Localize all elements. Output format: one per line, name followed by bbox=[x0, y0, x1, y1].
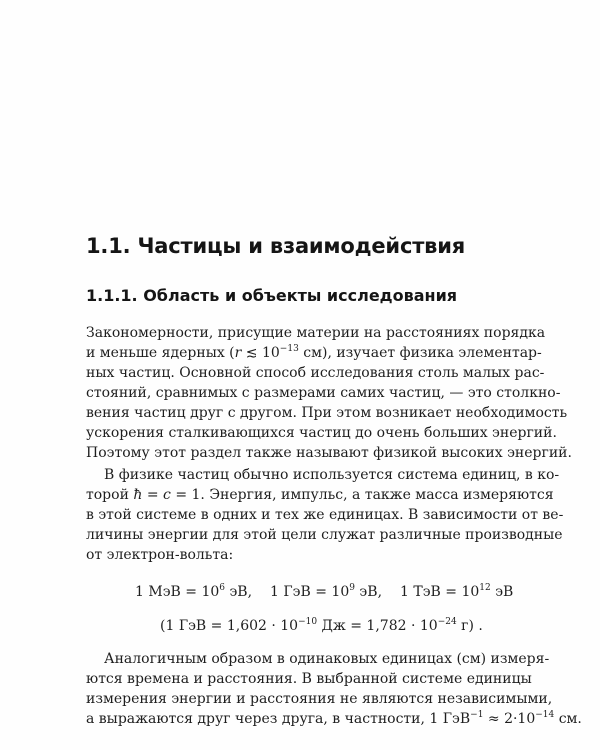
section-heading: 1.1. Частицы и взаимодействия bbox=[86, 234, 466, 258]
text-line: от электрон-вольта: bbox=[86, 547, 234, 563]
text-line: Поэтому этот раздел также называют физикой высоких энергий. bbox=[86, 445, 572, 461]
text-line: Закономерности, присущие материи на расстояниях порядка bbox=[86, 325, 546, 341]
formula-gev-conversion: (1 ГэВ = $1,602 \cdot 10^{-10}$ Дж = $1,782 \cdot 10^{-24}$ г) . bbox=[160, 617, 483, 634]
formula-energy-units: 1 МэВ = $10^6$ эВ, 1 ГэВ = $10^9$ эВ, 1 ТэВ = $10^{12}$ эВ bbox=[135, 583, 514, 600]
text-line: стояний, сравнимых с размерами самих частиц, — это столкно- bbox=[86, 385, 561, 401]
text-line: В физике частиц обычно используется система единиц, в ко- bbox=[104, 467, 560, 483]
text-line: ускорения сталкивающихся частиц до очень больших энергий. bbox=[86, 425, 557, 441]
subsection-heading: 1.1.1. Область и объекты исследования bbox=[86, 286, 458, 305]
text-line: ются времена и расстояния. В выбранной системе единицы bbox=[86, 671, 532, 687]
text-line: вения частиц друг с другом. При этом возникает необходимость bbox=[86, 405, 568, 421]
text-line: измерения энергии и расстояния не являются независимыми, bbox=[86, 691, 553, 707]
text-line: а выражаются друг через друга, в частности, 1 $ГэВ^{-1} \approx 2\cdot 10^{-14}$ см. bbox=[86, 710, 582, 727]
text-line: в этой системе в одних и тех же единицах. В зависимости от ве- bbox=[86, 507, 564, 523]
text-line: торой ħ = c = 1. Энергия, импульс, а также масса измеряются bbox=[86, 487, 554, 503]
text-line: ных частиц. Основной способ исследования столь малых рас- bbox=[86, 365, 545, 381]
text-line: и меньше ядерных (r ≲ $10^{-13}$ см), изучает физика элементар- bbox=[86, 344, 542, 361]
text-line: Аналогичным образом в одинаковых единицах (см) измеря- bbox=[104, 651, 550, 667]
text-line: личины энергии для этой цели служат различные производные bbox=[86, 527, 563, 543]
